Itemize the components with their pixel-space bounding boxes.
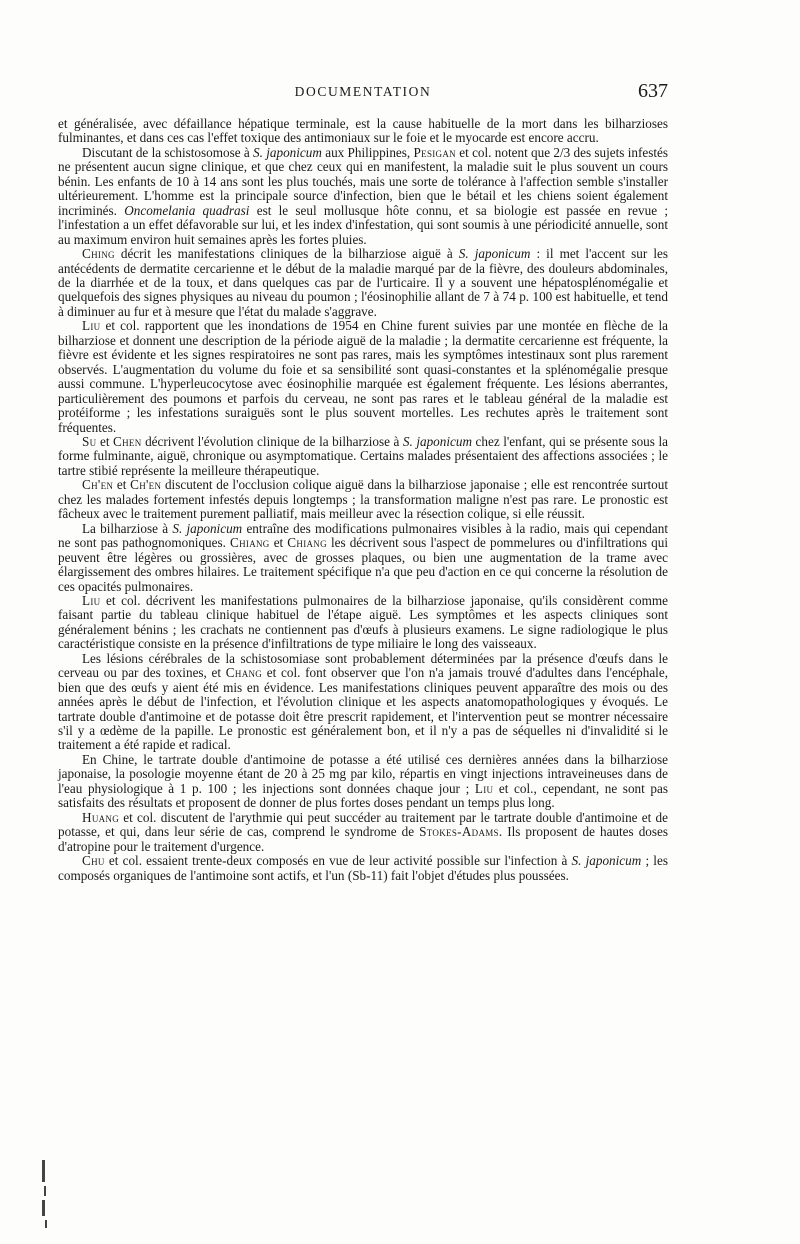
text-run: et [96,433,114,449]
text-run: et généralisée, avec défaillance hépatique terminale, est la cause habituelle de la mort dans les bilharzioses fulminantes, et dans ces cas l'effet toxique des antimoniaux sur le foie et le myocarde est encore accru. [58,116,668,146]
text-run: et col. discutent de l'arythmie qui peut succéder au traitement par le tartrate double d'antimoine et de potasse, et qui, dans leur série de cas, comprend le syndrome de [58,809,668,840]
binding-marks [38,1160,52,1230]
text-run: et col., cependant, ne sont pas satisfaits des résultats et proposent de donner de plus fortes doses pendant un temps plus long. [58,780,668,811]
paragraph [58,594,668,652]
text-run: est le seul mollusque hôte connu, et sa biologie est passée en revue ; l'infestation a un effet défavorable sur lui, et les index d'infestation, qui sont soumis à une périodicité annuelle, sont au maximum environ huit semaines après les fortes pluies. [58,202,668,247]
text-run: Les lésions cérébrales de la schistosomiase sont probablement déterminées par la présence d'œufs dans le cerveau ou par des toxines, et [58,650,668,681]
author-name: Liu [82,318,101,334]
text-run: décrivent l'évolution clinique de la bilharziose à [141,433,403,449]
text-run: et [113,477,131,493]
paragraph [58,753,668,811]
text-run: décrit les manifestations cliniques de la bilharziose aiguë à [114,246,459,262]
italic-term: Oncomelania quadrasi [124,202,250,218]
running-head [58,80,668,104]
italic-term: S. japonicum [172,520,243,536]
text-run: ; les composés organiques de l'antimoine sont actifs, et l'un (Sb-11) fait l'objet d'études plus poussées. [58,853,668,883]
author-name: Huang [82,809,120,825]
text-run: et col. essaient trente-deux composés en vue de leur activité possible sur l'infection à [104,853,572,869]
paragraph [58,146,668,247]
italic-term: S. japonicum [402,433,473,449]
text-run: : il met l'accent sur les antécédents de dermatite cercarienne et le début de la maladie marqué par de la fièvre, des douleurs abdominales, de la diarrhée et de la toux, et dans quelques cas par de l'urticaire. Il y a souvent une hépatosplénomégalie et quelquefois des signes physiques au niveau du poumon ; l'éosinophilie allant de 7 à 74 p. 100 est habituelle, et tend à diminuer au fur et à mesure que l'état du malade s'aggrave. [58,246,668,319]
author-name: Chen [113,433,142,449]
paragraph [58,247,668,319]
author-name: Chiang [287,535,327,551]
italic-term: S. japonicum [571,853,642,869]
author-name: Liu [474,780,494,796]
paragraph [58,522,668,594]
text-run: aux Philippines, [321,144,414,160]
author-name: Pesigan [413,144,456,160]
text-run: En Chine, le tartrate double d'antimoine de potasse a été utilisé ces dernières années dans la bilharziose japonaise, la posologie moyenne étant de 20 à 25 mg par kilo, répartis en vingt injections intraveineuses dans de l'eau physiologique à 1 p. 100 ; les injections sont données chaque jour ; [58,751,668,796]
paragraph [58,319,668,435]
running-title: DOCUMENTATION [294,84,432,99]
author-name: Stokes-Adams [419,824,499,840]
author-name: Ching [82,246,115,262]
text-run: et col. notent que 2/3 des sujets infestés ne présentent aucun signe clinique, et que chez ceux qui en manifestent, la maladie suit le plus souvent un cours bénin. Les enfants de 10 à 14 ans sont les plus touchés, mais une sorte de tolérance à l'affection semble s'installer ultérieurement. L'homme est la principale source d'infection, bien que le bétail et les chiens soient également incriminés. [58,144,669,218]
author-name: Chang [225,665,263,681]
text-run: et col. font observer que l'on n'a jamais trouvé d'adultes dans l'encéphale, bien que des œufs y aient été mis en évidence. Les manifestations cliniques peuvent apparaître des mois ou des années après le début de l'infection, et l'évolution clinique et les aspects anatomopathologiques y évoqués. Le tartrate double d'antimoine et de potasse doit être prescrit rapidement, et l'intervention peut se montrer nécessaire s'il y a œdème de la papille. Le pronostic est généralement bon, et il n'y a pas de séquelles ni d'invalidité si le traitement a été rapide et radical. [58,665,668,753]
page-number: 637 [638,80,668,102]
author-name: Ch'en [130,477,162,493]
text-run: La bilharziose à [82,520,173,536]
text-run: entraîne des modifications pulmonaires visibles à la radio, mais qui cependant ne sont pas pathognomoniques. [58,520,668,551]
paragraph [58,854,668,883]
author-name: Su [82,433,97,449]
text-run: et col. décrivent les manifestations pulmonaires de la bilharziose japonaise, qu'ils considèrent comme faisant partie du tableau clinique habituel de l'étape aiguë. Les symptômes et les aspects cliniques sont généralement bénins ; les crachats ne contiennent pas d'œufs à plusieurs examens. Le signe radiologique le plus caractéristique consiste en la présence d'infiltrations de type miliaire le long des vaisseaux. [58,592,668,652]
paragraph [58,478,668,521]
italic-term: S. japonicum [253,144,322,160]
text-run: et [269,535,288,551]
paragraph [58,435,668,478]
text-run: et col. rapportent que les inondations de 1954 en Chine furent suivies par une montée en flèche de la bilharziose et donnent une description de la période aiguë de la maladie ; la dermatite cercarienne est fréquente, la fièvre est évidente et les signes respiratoires ne sont pas rares, mais les symptômes intestinaux sont plus rarement observés. L'augmentation du volume du foie et sa sensibilité sont quasi-constantes et la splénomégalie presque aussi commune. L'hyperleucocytose avec éosinophilie marquée est également fréquente. Les lésions aberrantes, particulièrement des poumons et parfois du cerveau, ne sont pas rares et le tableau général de la maladie est protéiforme ; les infestations suraiguës sont le plus souvent mortelles. Les rechutes après le traitement sont fréquentes. [58,318,668,435]
author-name: Chiang [230,535,270,551]
author-name: Chu [82,853,105,869]
text-run: chez l'enfant, qui se présente sous la forme fulminante, aiguë, chronique ou asymptomatique. Certains malades présentaient des affections associées ; le tartre stibié représente la meilleure thérapeutique. [58,433,668,478]
author-name: Liu [82,592,101,608]
italic-term: S. japonicum [458,246,531,262]
text-run: . Ils proposent de hautes doses d'atropine pour le traitement d'urgence. [58,824,669,854]
paragraph [58,117,668,146]
body-text [58,117,668,883]
text-run: discutent de l'occlusion colique aiguë dans la bilharziose japonaise ; elle est rencontrée surtout chez les malades fortement infestés depuis longtemps ; la transformation maligne n'est pas rare. Le pronostic est fâcheux avec le traitement purement palliatif, mais meilleur avec la résection colique, si elle réussit. [58,477,668,522]
text-run: Discutant de la schistosomose à [82,144,254,160]
text-run: les décrivent sous l'aspect de pommelures ou d'infiltrations qui peuvent être légères ou grossières, avec de grosses plaques, ou bien une augmentation de la trame avec élargissement des ombres hilaires. Le traitement spécifique n'a que peu d'action en ce qui concerne la résolution de ces opacités pulmonaires. [58,535,668,594]
paragraph [58,652,668,753]
author-name: Ch'en [82,477,114,493]
paragraph [58,811,668,854]
